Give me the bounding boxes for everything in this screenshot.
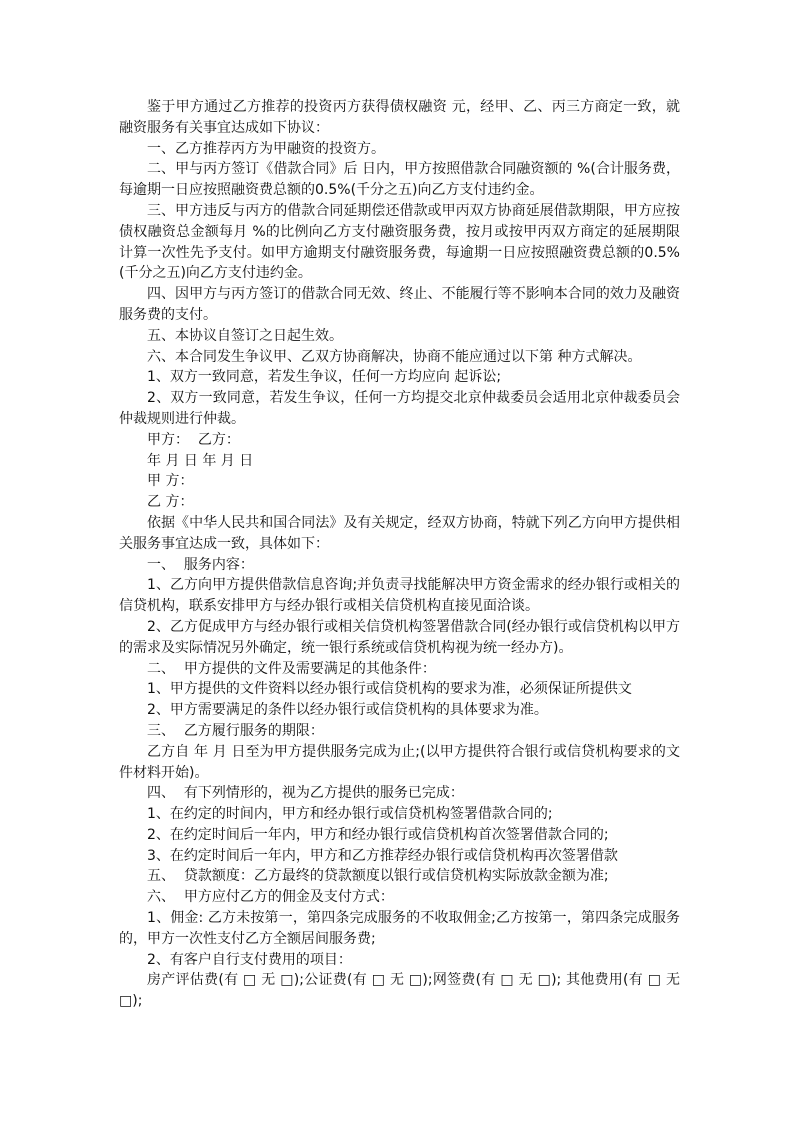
paragraph-dispute-option-2: 2、双方一致同意，若发生争议，任何一方均提交北京仲裁委员会适用北京仲裁委员会仲裁规则进行仲裁。 (119, 390, 680, 427)
paragraph-clause-6: 六、本合同发生争议甲、乙双方协商解决，协商不能应通过以下第 种方式解决。 (147, 348, 642, 365)
heading-service-period: 三、 乙方履行服务的期限： (147, 722, 324, 739)
heading-service-completed: 四、 有下列情形的，视为乙方提供的服务已完成： (147, 785, 464, 802)
paragraph-dispute-option-1: 1、双方一致同意，若发生争议，任何一方均应向 起诉讼; (147, 369, 502, 386)
paragraph-service-1: 1、乙方向甲方提供借款信息咨询;并负责寻找能解决甲方资金需求的经办银行或相关的信贷机构，联系安排甲方与经办银行或相关信贷机构直接见面洽谈。 (119, 577, 680, 615)
party-a-line: 甲 方： (147, 473, 194, 490)
paragraph-commission-1: 1、佣金: 乙方未按第一，第四条完成服务的不收取佣金;乙方按第一，第四条完成服务的，甲方一次性支付乙方全额居间服务费; (119, 910, 680, 947)
heading-service-content: 一、 服务内容： (147, 556, 254, 573)
paragraph-loan-amount: 五、 贷款额度：乙方最终的贷款额度以银行或信贷机构实际放款金额为准; (147, 868, 609, 885)
party-b-line: 乙 方： (147, 494, 194, 511)
paragraph-clause-4: 四、因甲方与丙方签订的借款合同无效、终止、不能履行等不影响本合同的效力及融资服务费的支付。 (119, 286, 680, 323)
paragraph-clause-2: 二、甲与丙方签订《借款合同》后 日内，甲方按照借款合同融资额的 %(合计服务费，每逾期一日应按照融资费总额的0.5%(千分之五)向乙方支付违约金。 (119, 161, 680, 199)
paragraph-documents-2: 2、甲方需要满足的条件以经办银行或信贷机构的具体要求为准。 (147, 702, 548, 719)
signature-date-line: 年 月 日 年 月 日 (147, 452, 254, 469)
paragraph-basis: 依据《中华人民共和国合同法》及有关规定，经双方协商，特就下列乙方向甲方提供相关服务事宜达成一致，具体如下： (119, 514, 680, 552)
paragraph-documents-1: 1、甲方提供的文件资料以经办银行或信贷机构的要求为准，必须保证所提供文 (147, 681, 632, 698)
paragraph-commission-2: 2、有客户自行支付费用的项目： (147, 951, 352, 968)
paragraph-service-period: 乙方自 年 月 日至为甲方提供服务完成为止;(以甲方提供符合银行或信贷机构要求的文件材料开始)。 (119, 743, 680, 781)
paragraph-service-2: 2、乙方促成甲方与经办银行或相关信贷机构签署借款合同(经办银行或信贷机构以甲方的需求及实际情况另外确定，统一银行系统或信贷机构视为统一经办方)。 (119, 618, 680, 656)
paragraph-completed-3: 3、在约定时间后一年内，甲方和乙方推荐经办银行或信贷机构再次签署借款 (147, 847, 618, 864)
paragraph-fee-checkboxes: 房产评估费(有 □ 无 □);公证费(有 □ 无 □);网签费(有 □ 无 □); 其他费用(有 □ 无 □); (119, 972, 685, 1010)
document-page (119, 97, 685, 1012)
paragraph-preamble: 鉴于甲方通过乙方推荐的投资丙方获得债权融资 元，经甲、乙、丙三方商定一致，就融资服务有关事宜达成如下协议： (119, 99, 680, 136)
heading-commission: 六、 甲方应付乙方的佣金及支付方式： (147, 889, 394, 906)
paragraph-clause-3: 三、甲方违反与丙方的借款合同延期偿还借款或甲丙双方协商延展借款期限，甲方应按债权融资总金额每月 %的比例向乙方支付融资服务费，按月或按甲丙双方商定的延展期限计算一次性先予支付。如甲方逾期支付融资服务费，每逾期一日应按照融资费总额的0.5%(千分之五)向乙方支付违约金。 (119, 202, 680, 282)
paragraph-completed-2: 2、在约定时间后一年内，甲方和经办银行或信贷机构首次签署借款合同的; (147, 826, 609, 843)
paragraph-clause-1: 一、乙方推荐丙方为甲融资的投资方。 (147, 140, 385, 157)
paragraph-clause-5: 五、本协议自签订之日起生效。 (147, 327, 343, 344)
paragraph-completed-1: 1、在约定的时间内，甲方和经办银行或信贷机构签署借款合同的; (147, 806, 553, 823)
heading-documents-conditions: 二、 甲方提供的文件及需要满足的其他条件： (147, 660, 436, 677)
signature-parties-line: 甲方： 乙方： (147, 431, 240, 448)
